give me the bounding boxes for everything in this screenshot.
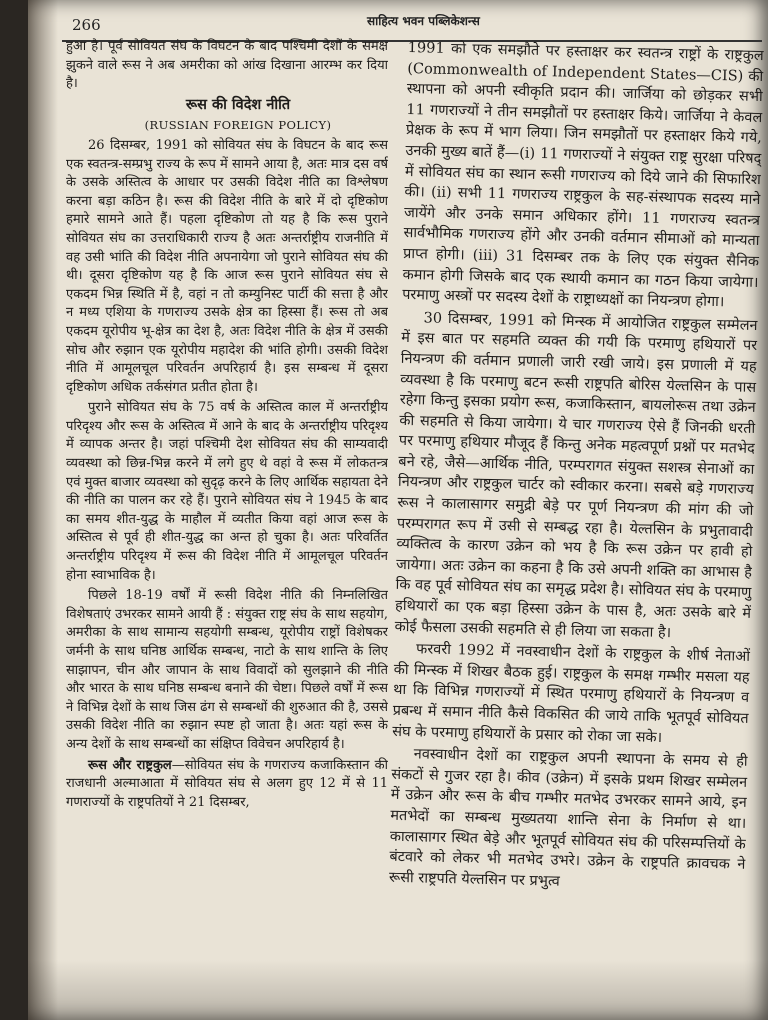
- paragraph: नवस्वाधीन देशों का राष्ट्रकुल अपनी स्थापना के समय से ही संकटों से गुजर रहा है। कीव (उक्रेन) में इसके प्रथम शिखर सम्मेलन में उक्रेन और रूस के बीच गम्भीर मतभेद उभरकर सामने आये, इन मतभेदों का सम्बन्ध मुख्यतया शान्ति सेना के निर्माण से था। कालासागर स्थित बेड़े और भूतपूर्व सोवियत संघ की परिसम्पत्तियों के बंटवारे को लेकर भी मतभेद उभरे। उक्रेन के राष्ट्रपति क्रावचक ने रूसी राष्ट्रपति येल्तसिन पर प्रभुत्व: [388, 746, 748, 890]
- page-number: 266: [72, 16, 101, 34]
- paragraph: [66, 757, 388, 813]
- paragraph: 1991 को एक समझौते पर हस्ताक्षर कर स्वतन्त्र राष्ट्रों के राष्ट्रकुल (Commonwealth of Independent States—CIS) की स्थापना को अपनी स्वीकृति प्रदान की। जार्जिया को छोड़कर सभी 11 गणराज्यों ने तीन समझौतों पर हस्ताक्षर किये। जार्जिया ने केवल प्रेक्षक के रूप में भाग लिया। जिन समझौतों पर हस्ताक्षर किये गये, उनकी मुख्य बातें हैं—(i) 11 गणराज्यों ने संयुक्त राष्ट्र सुरक्षा परिषद् में सोवियत संघ का स्थान रूसी गणराज्य को दिये जाने की सिफारिश की। (ii) सभी 11 गणराज्य राष्ट्रकुल के सह-संस्थापक सदस्य माने जायेंगे और उनके समान अधिकार होंगे। 11 गणराज्य स्वतन्त्र सार्वभौमिक गणराज्य होंगे और उनकी वर्तमान सीमाओं को मान्यता प्राप्त होगी। (iii) 31 दिसम्बर तक के लिए एक संयुक्त सैनिक कमान होगी जिसके बाद एक स्थायी कमान का गठन किया जायेगा। परमाणु अस्त्रों पर सदस्य देशों के राष्ट्राध्यक्षों का नियन्त्रण होगा।: [401, 39, 764, 311]
- paragraph: 30 दिसम्बर, 1991 को मिन्स्क में आयोजित राष्ट्रकुल सम्मेलन में इस बात पर सहमति व्यक्त की गयी कि परमाणु हथियारों पर नियन्त्रण की वर्तमान प्रणाली जारी रखी जाये। इस प्रणाली में यह व्यवस्था है कि परमाणु बटन रूसी राष्ट्रपति बोरिस येल्तसिन के पास रहेगा किन्तु इसका प्रयोग रूस, कजाकिस्तान, बायलोरूस तथा उक्रेन की सहमति से किया जायेगा। ये चार गणराज्य ऐसे हैं जिनकी धरती पर परमाणु हथियार मौजूद हैं किन्तु अनेक महत्वपूर्ण प्रश्नों पर मतभेद बने रहे, जैसे—आर्थिक नीति, परम्परागत संयुक्त सशस्त्र सेनाओं का नियन्त्रण और राष्ट्रकुल चार्टर को स्वीकार करना। सबसे बड़े गणराज्य रूस ने कालासागर समुद्री बेड़े पर पूर्ण नियन्त्रण की मांग की जो परम्परागत रूप में उसी से सम्बद्ध रहा है। येल्तसिन के प्रभुतावादी व्यक्तित्व के कारण उक्रेन को भय है कि रूस उक्रेन पर हावी हो जायेगा। अतः उक्रेन का कहना है कि उसे अपनी शक्ति का आभास है कि वह पूर्व सोवियत संघ का समृद्ध प्रदेश है। सोवियत संघ के परमाणु हथियारों का एक बड़ा हिस्सा उक्रेन के पास है, अतः उसके बारे में कोई फैसला उसकी सहमति से ही लिया जा सकता है।: [394, 310, 758, 641]
- intro-paragraph: हुआ है। पूर्व सोवियत संघ के विघटन के बाद पश्चिमी देशों के समक्ष झुकने वाले रूस ने अब अमरीका को आंख दिखाना आरम्भ कर दिया है।: [66, 39, 388, 92]
- section-heading: रूस की विदेश नीति: [185, 95, 291, 113]
- paragraph-text: —सोवियत संघ के गणराज्य कजाकिस्तान की राजधानी अल्माआता में सोवियत संघ से अलग हुए 12 में से 11 गणराज्यों के राष्ट्रपतियों ने 21 दिसम्बर,: [66, 757, 388, 810]
- left-column: [66, 38, 388, 1020]
- section-subheading: (RUSSIAN FOREIGN POLICY): [144, 118, 332, 133]
- subsection-lead: रूस और राष्ट्रकुल: [88, 757, 172, 773]
- right-column: [386, 38, 764, 1020]
- paragraph: फरवरी 1992 में नवस्वाधीन देशों के राष्ट्रकुल के शीर्ष नेताओं की मिन्स्क में शिखर बैठक हुई। राष्ट्रकुल के समक्ष गम्भीर मसला यह था कि विभिन्न गणराज्यों में स्थित परमाणु हथियारों के नियन्त्रण व प्रबन्ध में समान नीति कैसे विकसित की जाये ताकि भूतपूर्व सोवियत संघ के परमाणु हथियारों के प्रसार को रोका जा सके।: [392, 641, 751, 746]
- paragraph: पिछले 18-19 वर्षों में रूसी विदेश नीति की निम्नलिखित विशेषताएं उभरकर सामने आयी हैं : संयुक्त राष्ट्र संघ के साथ सहयोग, अमरीका के साथ सामान्य सहयोगी सम्बन्ध, यूरोपीय राष्ट्रों विशेषकर जर्मनी के साथ घनिष्ठ आर्थिक सम्बन्ध, नाटो के साथ शान्ति के लिए साझापन, चीन और जापान के साथ विवादों को सुलझाने की नीति और भारत के साथ घनिष्ठ सम्बन्ध बनाने की चेष्टा। पिछले वर्षों में रूस ने विभिन्न देशों के साथ जिस ढंग से सम्बन्धों की शुरुआत की है, उससे उसकी विदेश नीति का रुझान स्पष्ट हो जाता है। अतः यहां रूस के अन्य देशों के साथ सम्बन्धों का संक्षिप्त विवेचन अपरिहार्य है।: [66, 588, 388, 752]
- book-page: [28, 0, 768, 1020]
- running-head: साहित्य भवन पब्लिकेशन्स: [367, 14, 480, 28]
- paragraph: पुराने सोवियत संघ के 75 वर्ष के अस्तित्व काल में अन्तर्राष्ट्रीय परिदृश्य और रूस के अस्तित्व में आने के बाद के अन्तर्राष्ट्रीय परिदृश्य में व्यापक अन्तर है। जहां पश्चिमी देश सोवियत संघ की साम्यवादी व्यवस्था को छिन्न-भिन्न करने में लगे हुए थे वहां वे रूस में लोकतन्त्र एवं मुक्त बाजार व्यवस्था को सुदृढ़ करने के लिए आर्थिक सहायता देने की नीति का पालन कर रहे हैं। पुराने सोवियत संघ ने 1945 के बाद का समय शीत-युद्ध के माहौल में व्यतीत किया वहां आज रूस के अस्तित्व से पूर्व ही शीत-युद्ध का अन्त हो चुका है। अतः परिवर्तित अन्तर्राष्ट्रीय परिदृश्य में रूस की विदेश नीति में आमूलचूल परिवर्तन होना स्वाभाविक है।: [66, 400, 388, 583]
- paragraph: 26 दिसम्बर, 1991 को सोवियत संघ के विघटन के बाद रूस एक स्वतन्त्र-सम्प्रभु राज्य के रूप में सामने आया है, अतः मात्र दस वर्ष के उसके अस्तित्व के आधार पर उसकी विदेश नीति का विश्लेषण करना बड़ा कठिन है। रूस की विदेश नीति के बारे में दो दृष्टिकोण हमारे सामने आते हैं। पहला दृष्टिकोण तो यह है कि रूस पुराने सोवियत संघ का उत्तराधिकारी राज्य है अतः अन्तर्राष्ट्रीय राजनीति में वह उसी भांति की विदेश नीति अपनायेगा जो पुराने सोवियत संघ की थी। दूसरा दृष्टिकोण यह है कि आज रूस पुराने सोवियत संघ से एकदम भिन्न स्थिति में है, वहां न तो कम्युनिस्ट पार्टी की सत्ता है और न मध्य एशिया के गणराज्य उसके क्षेत्र का हिस्सा हैं। रूस तो अब एकदम यूरोपीय भू-क्षेत्र का देश है, अतः विदेश नीति के क्षेत्र में उसकी सोच और रुझान एक यूरोपीय महादेश की भांति होगी। उसकी विदेश नीति में आमूलचूल परिवर्तन अपरिहार्य है। इस सम्बन्ध में दूसरा दृष्टिकोण अधिक तर्कसंगत प्रतीत होता है।: [66, 137, 388, 395]
